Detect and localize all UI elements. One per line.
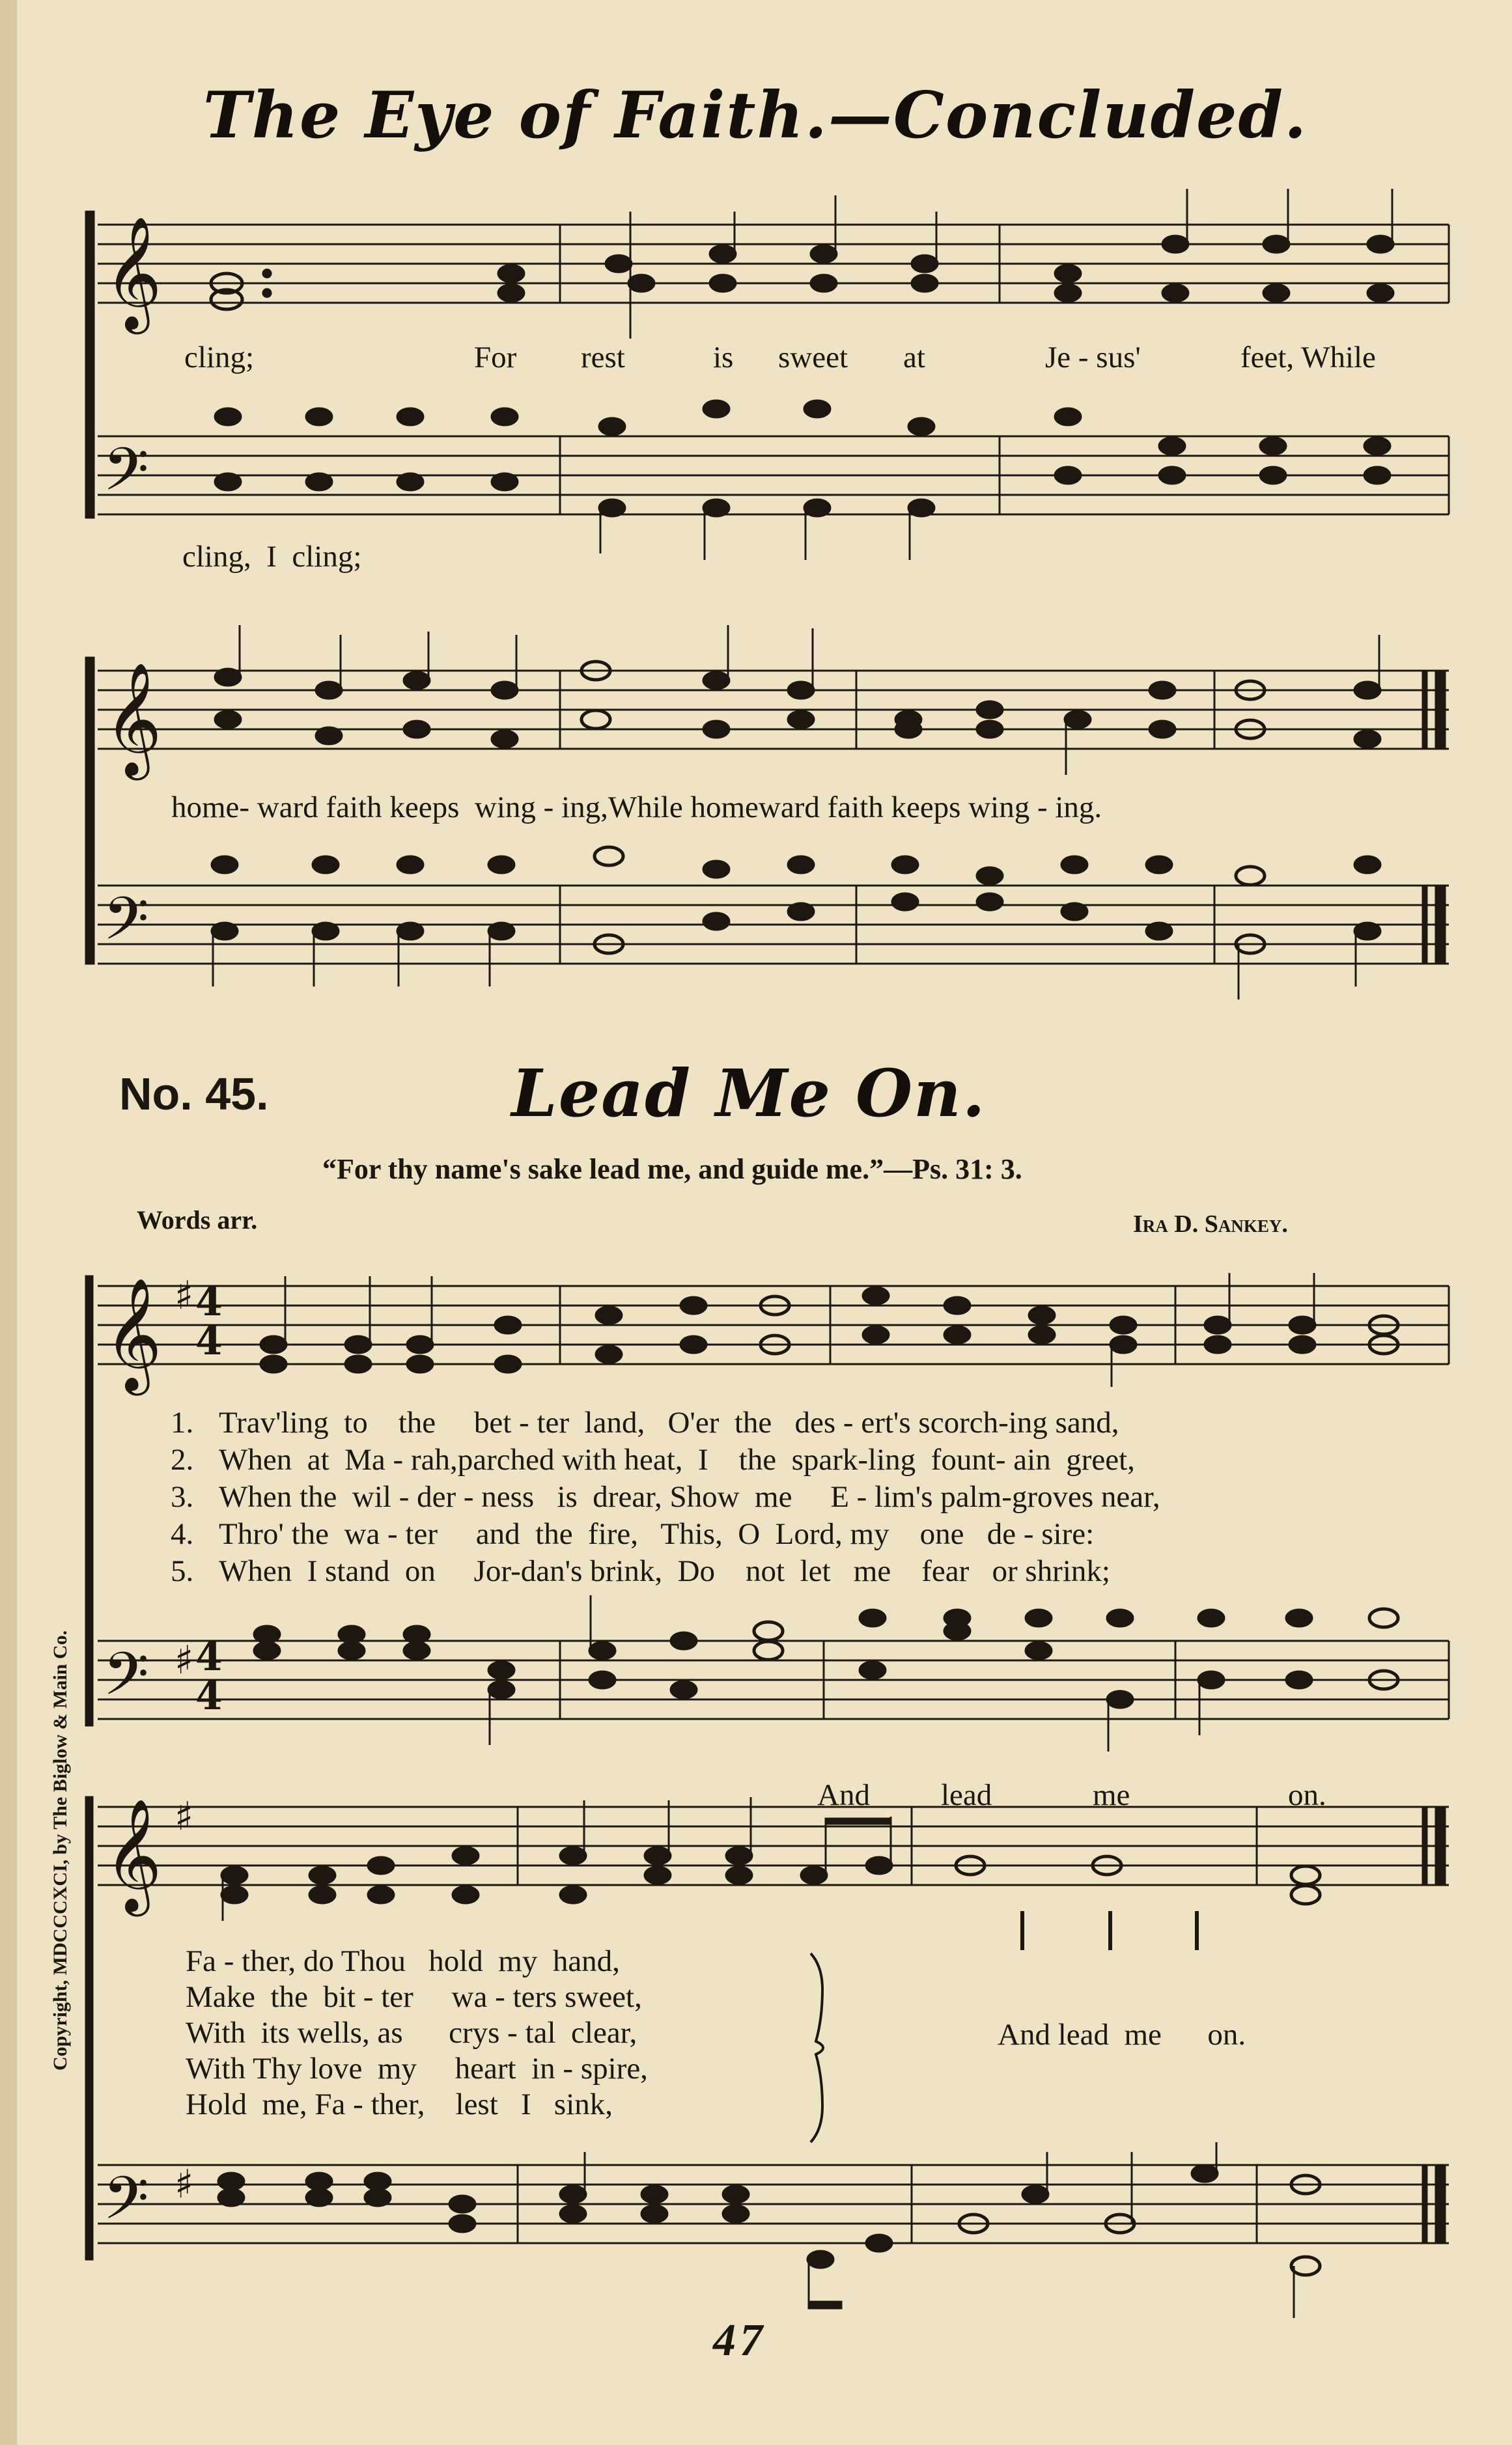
chorus-line: With Thy love my heart in - spire, xyxy=(186,2052,648,2086)
treble-staff-1 xyxy=(98,189,1449,339)
copyright-notice: Copyright, MDCCCXCI, by The Biglow & Main Co. xyxy=(49,1630,71,2071)
lyric-word: For xyxy=(474,341,517,374)
page-number: 47 xyxy=(713,2315,766,2366)
hymn-title: Lead Me On. xyxy=(511,1055,987,1132)
system-brace xyxy=(86,1797,92,2259)
lyric-word: sweet xyxy=(778,341,848,374)
lyric-word: Je - sus' xyxy=(1045,341,1141,374)
bass-staff-2 xyxy=(98,847,1449,999)
chorus-line: Fa - ther, do Thou hold my hand, xyxy=(186,1944,620,1978)
lyric-word: rest xyxy=(581,341,625,374)
treble-staff-2 xyxy=(98,625,1449,781)
svg-text:𝄞: 𝄞 xyxy=(104,1798,162,1912)
chorus-word: on. xyxy=(1288,1778,1326,1812)
chorus-word: lead xyxy=(941,1778,992,1812)
verse-line: When the wil - der - ness is drear, Show me E - lim's palm-groves near, xyxy=(219,1480,1160,1514)
lyric-word: at xyxy=(903,341,925,374)
hymn-number: No. 45. xyxy=(119,1069,269,1119)
composer-credit: Ira D. Sankey. xyxy=(1133,1210,1288,1238)
system-brace xyxy=(86,212,94,518)
refrain-line: And lead me on. xyxy=(998,2018,1246,2052)
treble-staff-3 xyxy=(98,1273,1449,1396)
system-brace xyxy=(86,658,94,964)
svg-text:𝄞: 𝄞 xyxy=(104,216,162,329)
chorus-word: And xyxy=(817,1778,870,1812)
bass-staff-4 xyxy=(98,2142,1449,2318)
verse-line: When at Ma - rah,parched with heat, I the spark-ling fount- ain greet, xyxy=(219,1443,1135,1477)
svg-text:4: 4 xyxy=(195,1319,223,1364)
svg-text:♯: ♯ xyxy=(175,2162,194,2207)
svg-text:𝄢: 𝄢 xyxy=(103,1640,149,1723)
verse-number: 3. xyxy=(171,1480,194,1514)
lyric-line: home- ward faith keeps wing - ing,While homeward faith keeps wing - ing. xyxy=(171,790,1102,824)
bass-lyric-line: cling, I cling; xyxy=(182,540,362,574)
lyric-word: is xyxy=(713,341,734,374)
chorus-line: With its wells, as crys - tal clear, xyxy=(186,2016,637,2050)
svg-text:𝄢: 𝄢 xyxy=(103,884,149,968)
svg-text:♯: ♯ xyxy=(175,1794,194,1839)
lyric-word: feet, While xyxy=(1240,341,1376,374)
chorus-word: me xyxy=(1093,1778,1130,1812)
system-brace xyxy=(86,1276,92,1725)
verse-number: 5. xyxy=(171,1554,194,1588)
svg-text:4: 4 xyxy=(195,1673,223,1719)
svg-text:4: 4 xyxy=(195,1279,223,1325)
svg-text:𝄞: 𝄞 xyxy=(104,662,162,775)
chorus-line: Make the bit - ter wa - ters sweet, xyxy=(186,1980,642,2014)
svg-text:𝄢: 𝄢 xyxy=(103,2164,149,2247)
verse-line: When I stand on Jor-dan's brink, Do not let me fear or shrink; xyxy=(219,1554,1110,1588)
verse-number: 4. xyxy=(171,1517,194,1551)
lyric-word: cling; xyxy=(184,341,255,374)
svg-text:𝄞: 𝄞 xyxy=(104,1278,162,1391)
treble-staff-4 xyxy=(98,1794,1449,1950)
bass-staff-1 xyxy=(98,400,1449,560)
chorus-line: Hold me, Fa - ther, lest I sink, xyxy=(186,2088,613,2121)
words-credit: Words arr. xyxy=(137,1205,258,1235)
verse-number: 2. xyxy=(171,1443,194,1477)
svg-text:♯: ♯ xyxy=(175,1638,194,1683)
svg-text:♯: ♯ xyxy=(175,1273,194,1319)
verse-number: 1. xyxy=(171,1406,194,1440)
svg-text:4: 4 xyxy=(195,1634,223,1680)
bass-staff-3 xyxy=(98,1595,1449,1752)
svg-text:𝄢: 𝄢 xyxy=(103,435,149,518)
verse-line: Trav'ling to the bet - ter land, O'er the des - ert's scorch-ing sand, xyxy=(219,1406,1119,1440)
epigraph: “For thy name's sake lead me, and guide me.”—Ps. 31: 3. xyxy=(322,1153,1022,1185)
verse-line: Thro' the wa - ter and the fire, This, O Lord, my one de - sire: xyxy=(219,1517,1095,1551)
page-title: The Eye of Faith.—Concluded. xyxy=(203,78,1308,153)
